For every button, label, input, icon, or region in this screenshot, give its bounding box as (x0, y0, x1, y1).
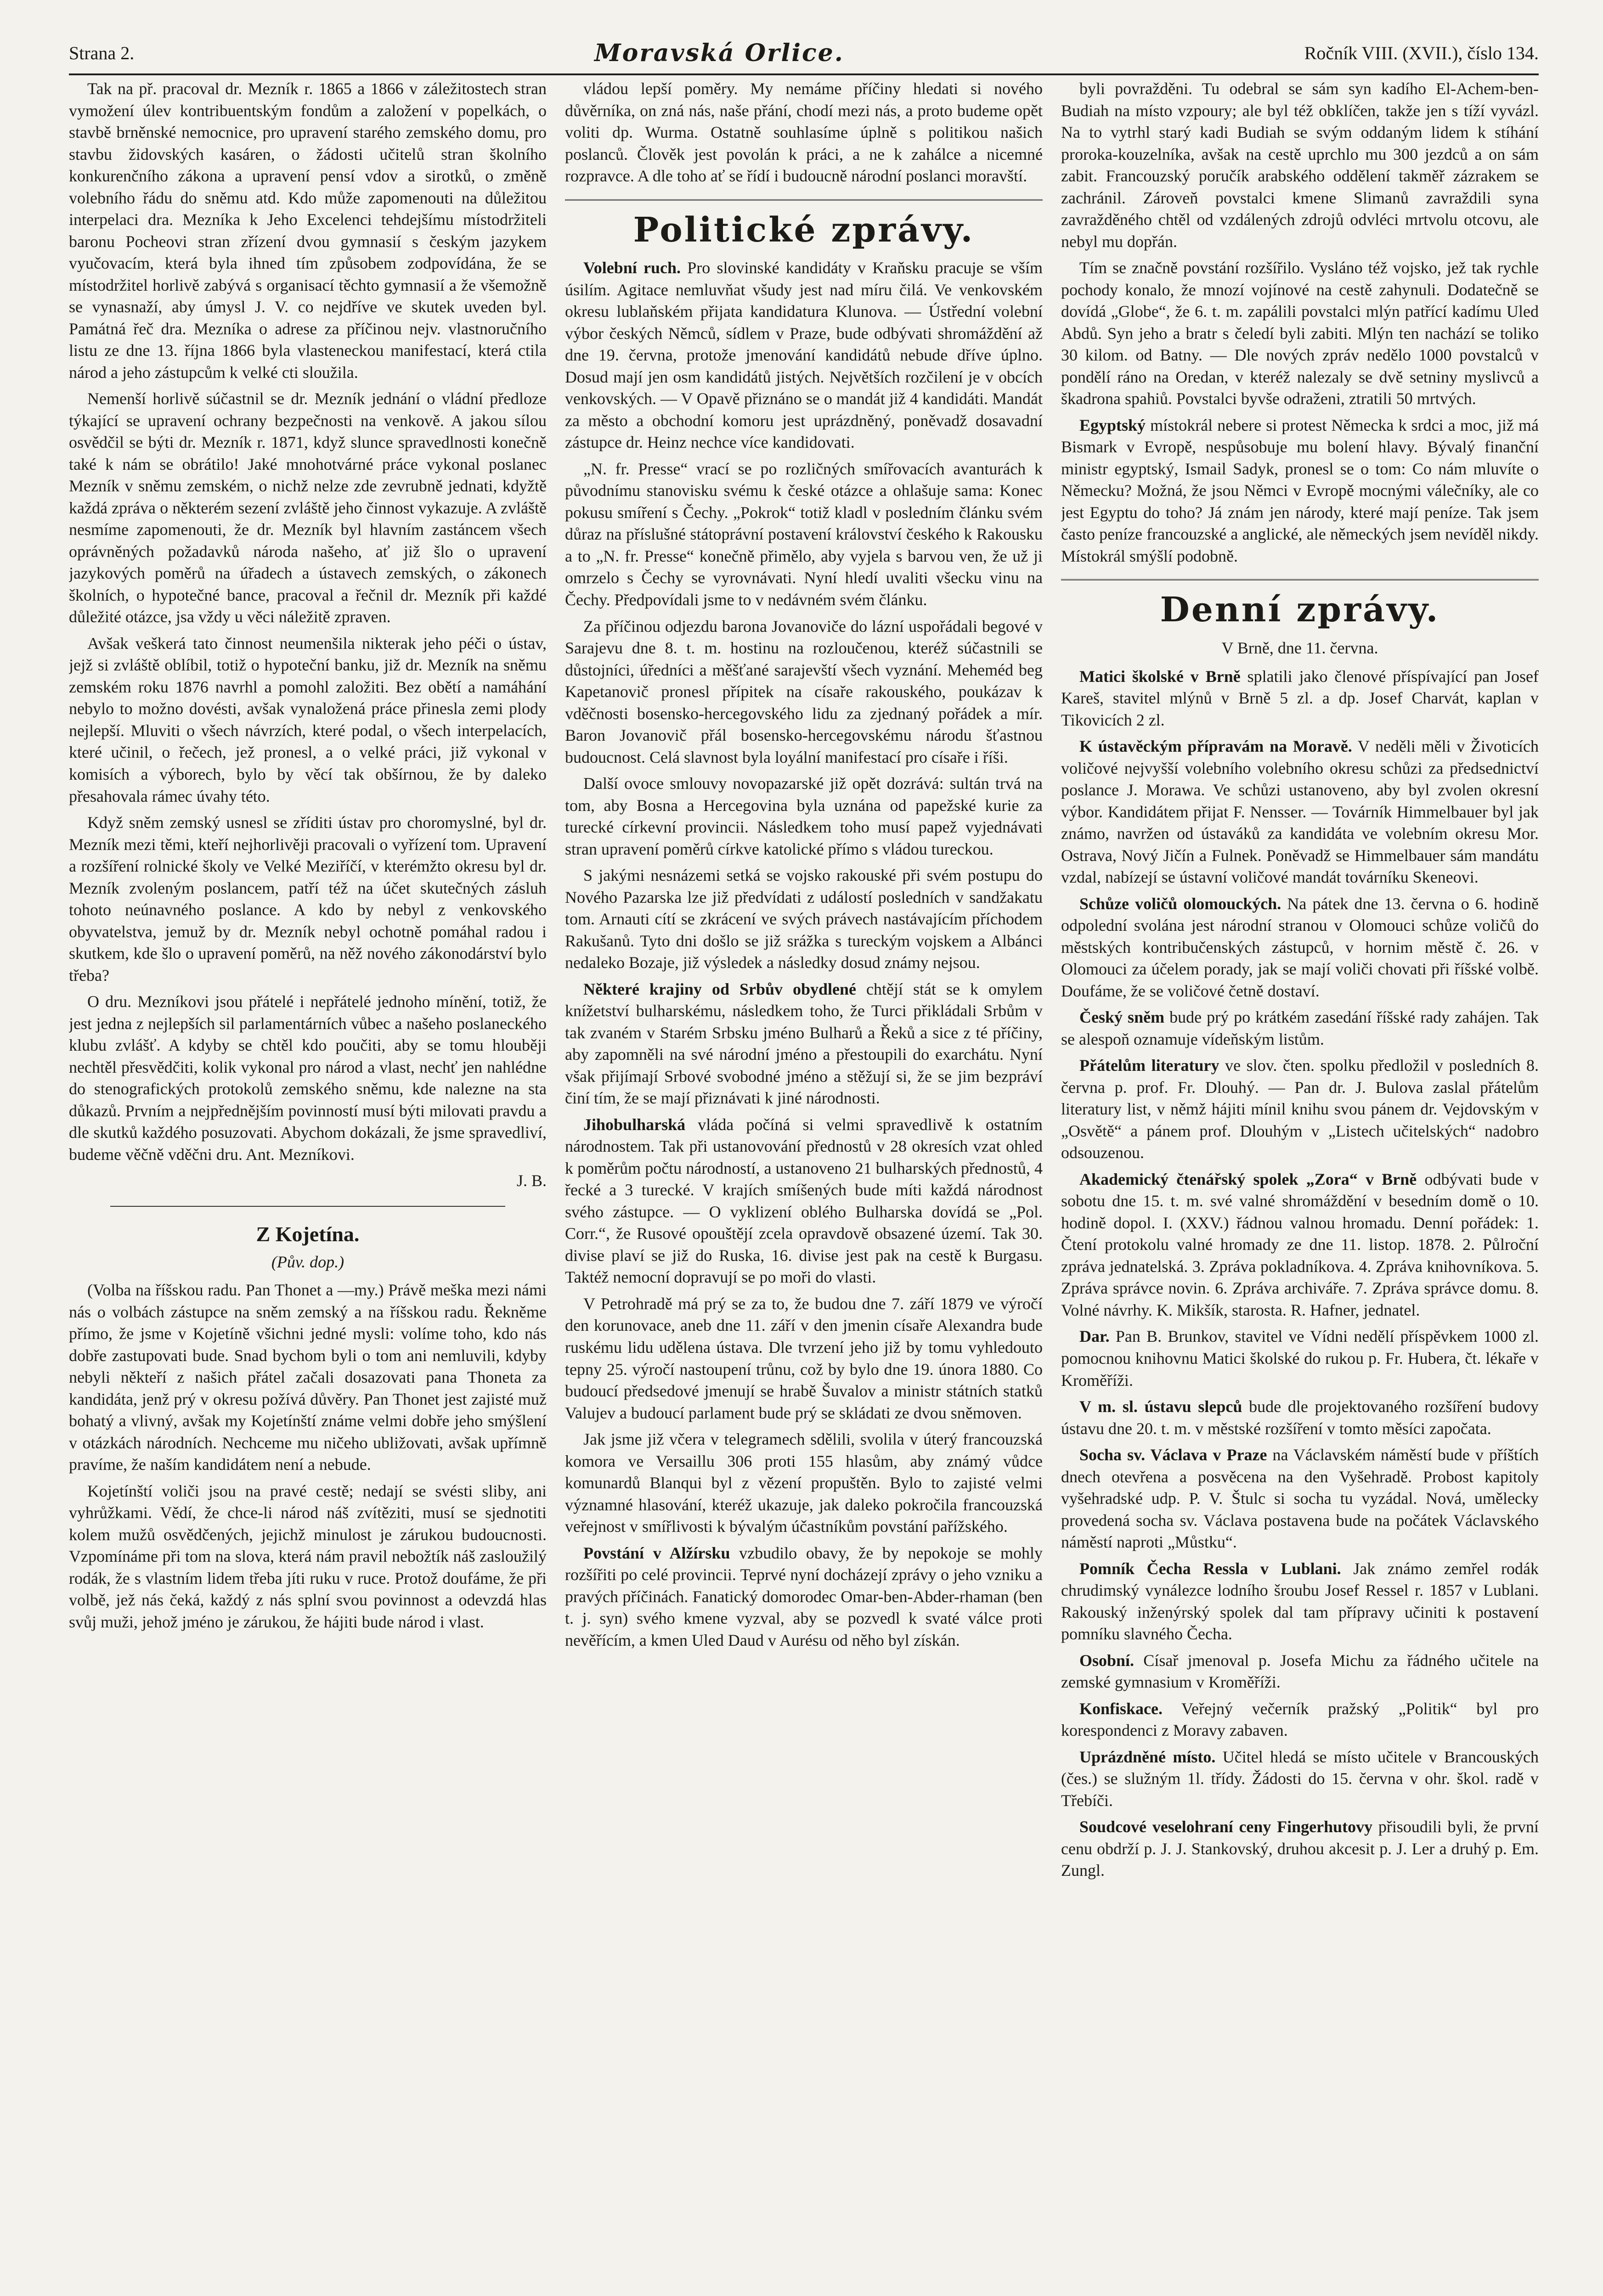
body-paragraph: Kojetínští voliči jsou na pravé cestě; nedají se svésti sliby, ani vyhrůžkami. Vědí, že chce-li národ náš zvítěziti, musí se sjednotiti kolem mužů osvědčených, jejichž minulost je zárukou budoucnosti. Vzpomínáme při tom na slova, která nám pravil nebožtík náš zasloužilý rodák, že s vlastním lidem třeba jíti ruku v ruce. Protož doufáme, že při volbě, jež nás čeká, každý z nás splní svou povinnost a odevzdá hlas svůj muži, jehož jméno je zárukou, že hájiti bude národ i vlast. (69, 1481, 547, 1631)
page-number: Strana 2. (69, 42, 135, 63)
news-lead: Pomník Čecha Ressla v Lublani. (1079, 1559, 1341, 1578)
article-byline: (Pův. dop.) (271, 1252, 344, 1271)
news-item: „N. fr. Presse“ vrací se po rozličných smířovacích avanturách k původnímu stanovisku svému k české otázce a ohlašuje sama: Konec pokusu smíření s Čechy. „Pokrok“ totiž kladl v posledním článku svém důraz na příslušné státoprávní postavení království českého k Rakousku a to „N. fr. Presse“ konečně přimělo, aby vyjela s barvou ven, že už ji omrzelo s Čechy se vyrovnávati. Nyní hledí uvaliti všecku vinu na Čechy. Předpovídali jsme to v nedávném svém článku. (565, 459, 1043, 609)
column-1 (69, 78, 547, 2296)
section-heading-daily: Denní zprávy. (1061, 579, 1539, 633)
body-paragraph: Když sněm zemský usnesl se zříditi ústav pro choromyslné, byl dr. Mezník mezi těmi, kteří nejhorlivěji pracovali o vyřízení tom. Upravení a rozšíření rolnické školy ve Velké Meziříčí, v kterémžto okresu byl dr. Mezník zvoleným poslancem, patří též na účet skutečných zásluh tohoto neúnavného poslance. A kdo by nebyl z venkovského obyvatelstva, jemuž by dr. Mezník nebyl ochotně pomáhal radou i skutkem, kde šlo o upravení poměrů, na něž nového zákonodárství bylo třeba? (69, 813, 547, 985)
newspaper-title: Moravská Orlice. (594, 39, 844, 67)
body-paragraph: Nemenší horlivě súčastnil se dr. Mezník jednání o vládní předloze týkající se upravení ochrany bezpečnosti na venkově. A jakou sílou osvědčil se býti dr. Mezník r. 1871, když slunce spravedlnosti konečně také k nám se obrátilo! Jaké mnohotvárné práce vykonal poslanec Mezník v sněmu zemském, o nichž nelze zde zevrubně jednati, kdyžtě každá zpráva o některém sezení zvláště jeho činnost vykazuje. A zvláště nesmíme zapomenouti, že dr. Mezník byl hlavním zastáncem všech oprávněných požadavků národa našeho, ať již šlo o upravení jazykových poměrů na úřadech a ústavech zemských, o zákonech školních, o hypotečné bance, pracoval a řečnil dr. Mezník při každé důležité otázce, jsa vždy u věci náležitě zpraven. (69, 389, 547, 626)
news-lead: Socha sv. Václava v Praze (1079, 1446, 1267, 1464)
news-lead: K ústavěckým přípravám na Moravě. (1079, 737, 1352, 756)
news-item: Pomník Čecha Ressla v Lublani. Jak známo zemřel rodák chrudimský vynálezce lodního šroubu Josef Ressel r. 1857 v Lublani. Rakouský inženýrský spolek dal tam přípravy učiniti k postavení pomníku slavného Čecha. (1061, 1559, 1539, 1643)
news-lead: Osobní. (1079, 1651, 1135, 1670)
news-lead: Jihobulharská (583, 1115, 686, 1134)
news-item: Akademický čtenářský spolek „Zora“ v Brně odbývati bude v sobotu dne 15. t. m. své valné shromáždění v besedním domě o 10. hodině dopol. I. (XXV.) řádnou valnou hromadu. Denní pořádek: 1. Čtení protokolu valné hromady ze dne 11. listop. 1878. 2. Půlroční zpráva jednatelská. 3. Zpráva pokladníkova. 4. Zpráva knihovníkova. 5. Zpráva správce novin. 6. Zpráva archiváře. 7. Zpráva správce domu. 8. Volné návrhy. K. Mikšík, starosta. R. Hafner, jednatel. (1061, 1170, 1539, 1319)
page-header (69, 32, 1539, 75)
news-item: Soudcové veselohraní ceny Fingerhutovy přisoudili byli, že první cenu obdrží p. J. J. Stankovský, druhou akcesit p. J. Ler a druhý p. Em. Zungl. (1061, 1818, 1539, 1880)
body-paragraph: O dru. Mezníkovi jsou přátelé i nepřátelé jednoho mínění, totiž, že jest jedna z nejlepších sil parlamentárních vůbec a našeho poslaneckého klubu zvlášť. A kdyby se chtěl kdo poučiti, aby se tomu hlouběji nechtěl přesvědčiti, kolik vykonal pro národ a vlast, nechť jen nahlédne do stenografických protokolů zemského sněmu, kde nalezne na sta důkazů. Prvním a nejpřednějším povinností musí býti milovati pravdu a dle skutků každého posuzovati. Abychom dokázali, že jsme spravedliví, budeme věčně vděčni dru. Ant. Mezníkovi. (69, 992, 547, 1164)
body-paragraph: byli povražděni. Tu odebral se sám syn kadího El-Achem-ben-Budiah na místo vzpoury; ale byl též obklíčen, takže jen s tíží vyvázl. Na to vytrhl starý kadi Budiah se svým oddaným lidem k stíhání proroka-kouzelníka, avšak na cestě uprchlo mu 300 jezdců a on sám zabit. Francouzský poručík arabského oddělení takměř zázrakem se zachránil. Zároveň povstalci kmene Slimanů zavraždili syna zavražděného chtěl od vzdálených zdrojů odvléci mrtvolu otcovu, ale nebyl mu dopřán. (1061, 79, 1539, 251)
news-item: Socha sv. Václava v Praze na Václavském náměstí bude v příštích dnech otevřena a posvěcena na den Vyšehradě. Probost kapitoly vyšehradské udp. P. V. Štulc si socha tu vyzádal. Nová, umělecky provedená socha sv. Václava postavena bude na počátek Václavského náměstí naproti „Můstku“. (1061, 1446, 1539, 1552)
signature: J. B. (516, 1171, 547, 1190)
dateline: V Brně, dne 11. června. (1221, 639, 1378, 658)
article-title: Z Kojetína. (256, 1222, 360, 1246)
news-item: Přátelům literatury ve slov. čten. spolku předložil v posledních 8. června p. prof. Fr. Dlouhý. — Pan dr. J. Bulova zaslal přátelům literatury list, v němž hájiti mínil knihu svou pánem dr. Vejdovským v „Osvětě“ a pánem prof. Dlouhým v „Listech učitelských“ nadobro odsouzenou. (1061, 1056, 1539, 1162)
news-lead: Soudcové veselohraní ceny Fingerhutovy (1079, 1818, 1373, 1836)
news-item: Český sněm bude prý po krátkém zasedání říšské rady zahájen. Tak se alespoň oznamuje vídeňským listům. (1061, 1008, 1539, 1048)
news-item: S jakými nesnázemi setká se vojsko rakouské při svém postupu do Nového Pazarska lze již předvídati z událostí posledních v sandžakatu tom. Arnauti cítí se zkrácení ve svých právech nastávajícím příchodem Rakušanů. Tyto dni došlo se již srážka s tureckým vojskem a Albánci nedaleko Bozaje, již výsledek a následky dosud známy nejsou. (565, 866, 1043, 972)
news-item: Za příčinou odjezdu barona Jovanoviče do lázní uspořádali begové v Sarajevu dne 8. t. m. hostinu na rozloučenou, kteréž súčastnili se důstojníci, úředníci a měšťané sarajevští všech vyznání. Meheméd beg Kapetanovič pronesl přípitek na císaře rakouského, poukázav k vděčnosti bosensko-hercegovského lidu za zjednaný pořádek a mír. Baron Jovanovič přál bosensko-hercegovskému národu šťastnou budoucnost. Celá slavnost byla loyální manifestací pro císaře i říši. (565, 617, 1043, 766)
news-lead: Přátelům literatury (1079, 1056, 1219, 1075)
body-paragraph: Tak na př. pracoval dr. Mezník r. 1865 a 1866 v záležitostech stran vymožení úlev kontribuentským fondům a založení v popelkách, o stavbě brněnské nemocnice, pro upravení starého zemského domu, pro stavbu židovských kasáren, o žádosti učitelů stran školního konkurenčního zákona a upravení pensí vdov a sirotků, o změně volebního řádu do sněmu atd. Kdo může zapomenouti na důležitou interpelaci dra. Mezníka k Jeho Excelenci tehdejšímu místodržiteli baronu Pocheovi stran zřízení dvou gymnasií s českým jazykem vyučovacím, která byla ihned tím způsobem zodpovídána, že se místodržitel horlivě zabývá s organisací těchto gymnasií a že všemožně se vynasnaží, aby úmysl J. V. co nejdříve ve skutek uveden byl. Památná řeč dra. Mezníka o adrese za příčinou nejv. vlastnoručního listu ze dne 13. října 1866 byla vlasteneckou manifestací, která ctila národ a jeho zástupcům k velké cti sloužila. (69, 79, 547, 382)
news-item: Jak jsme již včera v telegramech sdělili, svolila v úterý francouzská komora ve Versaillu 306 proti 155 hlasům, aby známý vůdce komunardů Blanqui byl z vězení propuštěn. Bylo to zajisté velmi významné hlasování, kteréž ukazuje, jak daleko pokročila francouzská veřejnost v smířlivosti k bývalým účastníkům povstání pařížského. (565, 1430, 1043, 1536)
section-heading-politics: Politické zprávy. (565, 199, 1043, 253)
news-item: V m. sl. ústavu slepců bude dle projektovaného rozšíření budovy ústavu dne 20. t. m. v městské rozšíření v tomto měsíci započata. (1061, 1397, 1539, 1438)
news-lead: Egyptský (1079, 416, 1146, 434)
news-item: Další ovoce smlouvy novopazarské již opět dozrává: sultán trvá na tom, aby Bosna a Hercegovina byla uznána od papežské kurie za turecké církevní provincii. Následkem toho musí papež vyjednávati stran upravení poměrů církve katolické přímo s vládou tureckou. (565, 774, 1043, 858)
news-lead: Uprázdněné místo. (1079, 1747, 1216, 1766)
body-paragraph: vládou lepší poměry. My nemáme příčiny hledati si nového důvěrníka, on zná nás, naše přání, chodí mezi nás, a proto budeme opět voliti dp. Wurma. Ostatně souhlasíme úplně s politikou našich poslanců. Člověk jest povolán k práci, a ne k zahálce a nicemné rozpravce. A dle toho ať se řídí i budoucně národní poslanci moravští. (565, 79, 1043, 186)
news-item: V Petrohradě má prý se za to, že budou dne 7. září 1879 ve výročí den korunovace, aneb dne 11. září v den jmenin císaře Alexandra bude ruskému lidu udělena ústava. Dle tvrzení jeho již by tomu vyhledouto tepny 25. výročí nastoupení trůnu, což by bylo dne 19. února 1880. Co budoucí předsedové jmenují se hrabě Šuvalov a ministr státních statků Valujev a budoucí parlament bude prý se skládati ze dvou sněmoven. (565, 1294, 1043, 1422)
news-lead: Volební ruch. (583, 259, 681, 277)
news-lead: Dar. (1079, 1327, 1110, 1346)
news-lead: Schůze voličů olomouckých. (1079, 894, 1281, 913)
column-3 (1061, 78, 1539, 2296)
news-item: Jihobulharská vláda počíná si velmi spravedlivě k ostatním národnostem. Tak při ustanovování přednostů v 28 okresích vzat ohled k poměrům počtu národností, a ustanoveno 21 bulharských přednostů, 4 řecké a 3 turecké. V krajích smíšených bude míti každá národnost svého zástupce. — O vyklizení oblého Bulharska dovídá se „Pol. Corr.“, že Rusové opouštějí zcela opravdově obsazené území. Tak 30. divise plaví se již do Ruska, 16. divise jest pak na cestě k Burgasu. Taktéž nemocní dopravují se po moři do vlasti. (565, 1115, 1043, 1287)
news-item: Dar. Pan B. Brunkov, stavitel ve Vídni nedělí příspěvkem 1000 zl. pomocnou knihovnu Matici školské do rukou p. Fr. Hubera, čt. lékaře v Kroměříži. (1061, 1327, 1539, 1390)
news-item: Volební ruch. Pro slovinské kandidáty v Kraňsku pracuje se vším úsilím. Agitace nemluvňat všudy jest nad míru čilá. Ve venkovském okresu lublaňském přijata kandidatura Klunova. — Ústřední volební výbor českých Němců, sídlem v Praze, bude odbývati shromáždění až dne 19. června, protože jmenování kandidátů nebude dříve úplno. Dosud mají jen osm kandidátů jistých. Největších rozčilení je v obcích venkovských. — V Opavě přiznáno se o mandát již 4 kandidáti. Mandát za město a obchodní komoru jest uprázdněný, poněvadž dosavadní zástupce dr. Heinz nechce více kandidovati. (565, 259, 1043, 452)
news-lead: Konfiskace. (1079, 1699, 1163, 1718)
columns (69, 78, 1539, 2296)
news-lead: Povstání v Alžírsku (583, 1543, 730, 1562)
news-lead: Český sněm (1079, 1008, 1165, 1027)
news-item: Egyptský místokrál nebere si protest Německa k srdci a moc, již má Bismark v Evropě, nespůsobuje mu bolení hlavy. Bývalý finanční ministr egyptský, Ismail Sadyk, pronesl se o tom: Co nám mluvíte o Německu? Možná, že jsou Němci v Evropě mocnými válečníky, ale co jest Egyptu do toho? Já znám jen národy, které mají peníze. Tak jsem často peníze francouzské a anglické, ale německých jsem nevíděl nikdy. Místokrál smýšlí podobně. (1061, 416, 1539, 565)
news-lead: V m. sl. ústavu slepců (1079, 1397, 1242, 1416)
news-lead: Akademický čtenářský spolek „Zora“ v Brně (1079, 1170, 1417, 1188)
news-item: K ústavěckým přípravám na Moravě. V neděli měli v Životicích voličové nejvyšší volebního volebního okresu schůzi za předsednictví poslance J. Morawa. Ve schůzi ustanoveno, aby byl zvolen okresní výbor. Kandidátem přijat F. Nensser. — Továrník Himmelbauer byl jak známo, navržen od ústaváků za kandidáta ve volebním okresu Mor. Ostrava, Nový Jičín a Fulnek. Poněvadž se Himmelbauer sám mandátu vzdal, nabízejí se ústavní voličové mandát továrníku Skeneovi. (1061, 737, 1539, 887)
news-item: Některé krajiny od Srbův obydlené chtějí stát se k omylem knížetství bulharskému, následkem toho, že Turci přikládali Srbům v tak zvaném v Starém Srbsku jméno Bulharů a Řeků a sice z té příčiny, aby zapomněli na své národní jméno a přestoupili do exarchátu. Nyní však přijímají Srbové svobodné jméno a stěžují si, že se jim bezpráví činí tím, že se mají přiznávati k jiné národnosti. (565, 979, 1043, 1108)
news-item: Schůze voličů olomouckých. Na pátek dne 13. června o 6. hodině odpolední svolána jest národní stranou v Olomouci schůze voličů do městských kontribučenských zástupců, v hornim městě č. 26. v Olomouci za účelem porady, jak se mají voliči chovati při říšské volbě. Doufáme, že se voličové četně dostaví. (1061, 894, 1539, 1000)
news-lead: Některé krajiny od Srbův obydlené (583, 979, 857, 998)
body-paragraph: Tím se značně povstání rozšířilo. Vysláno též vojsko, jež tak rychle pochody konalo, že mnozí vojínové na cestě zahynuli. Dodatečně se dovídá „Globe“, že 6. t. m. zapálili povstalci mlýn patřící kadímu Uled Abdů. Syn jeho a bratr s čeledí byli zabiti. Mlýn ten nachází se toliko 30 kilom. od Batny. — Dle nových zpráv nedělo 1000 povstalců v pondělí ráno na Oredan, v kteréž nalezaly se dvě setniny myslivců a škadrona spahiů. Povstalci byvše odraženi, ztratili 50 mrtvých. (1061, 259, 1539, 408)
body-paragraph: Avšak veškerá tato činnost neumenšila nikterak jeho péči o ústav, jejž si zvláště oblíbil, totiž o hypoteční banku, již dr. Mezník na sněmu zemském roku 1876 navrhl a pomohl založiti. Bez obětí a namáhání nebylo to možno dovésti, avšak vynaložená práce přinesla zemi plody nejlepší. Mluviti o všech návrzích, které podal, o všech interpelacích, které učinil, o řečech, jež pronesl, a o velké práci, již vykonal v komisích a výborech, bylo by věcí tak obšírnou, že by daleko přesahovala rámec úvahy této. (69, 634, 547, 805)
issue-label: Ročník VIII. (XVII.), číslo 134. (1304, 42, 1539, 63)
news-item: Osobní. Císař jmenoval p. Josefa Michu za řádného učitele na zemské gymnasium v Kroměříži. (1061, 1651, 1539, 1692)
news-item: Matici školské v Brně splatili jako členové příspívající pan Josef Kareš, stavitel mlýnů v Brně 5 zl. a dp. Josef Charvát, kaplan v Tikovicích 2 zl. (1061, 667, 1539, 729)
column-2 (565, 78, 1043, 2296)
news-item: Konfiskace. Veřejný večerník pražský „Politik“ byl pro korespondenci z Moravy zabaven. (1061, 1699, 1539, 1740)
news-lead: Matici školské v Brně (1079, 667, 1241, 686)
divider (110, 1206, 505, 1207)
news-item: Uprázdněné místo. Učitel hledá se místo učitele v Brancouských (čes.) se služným 1l. třídy. Žádosti do 15. června v ohr. škol. radě v Třebíči. (1061, 1747, 1539, 1810)
body-paragraph: (Volba na říšskou radu. Pan Thonet a —my.) Právě meška mezi námi nás o volbách zástupce na sněm zemský a na říšskou radu. Řekněme přímo, že jsme v Kojetíně všichni jedné mysli: volíme toho, kdo nás dobře zastupovati bude. Snad bychom byli o tom ani nemluvili, kdyby nebyli někteří z našich přátel začali dosazovati pana Thoneta za kandidáta, jenž prý v okresu požívá důvěry. Pan Thonet jest zajisté muž bohatý a vlivný, avšak my Kojetínští známe velmi dobře jeho smýšlení v otázkách národních. Nechceme mu ničeho ubližovati, avšak upřímně pravíme, že naším kandidátem není a nebude. (69, 1281, 547, 1474)
news-item: Povstání v Alžírsku vzbudilo obavy, že by nepokoje se mohly rozšířiti po celé provincii. Teprvé nyní docházejí zprávy o jeho vzniku a pravých příčinách. Fanatický domorodec Omar-ben-Abder-rhaman (ben t. j. syn) svého kmene vyzval, aby se pozvedl k svaté válce proti nevěřícím, a kmen Uled Daud v Aurésu od něho byl získán. (565, 1543, 1043, 1649)
